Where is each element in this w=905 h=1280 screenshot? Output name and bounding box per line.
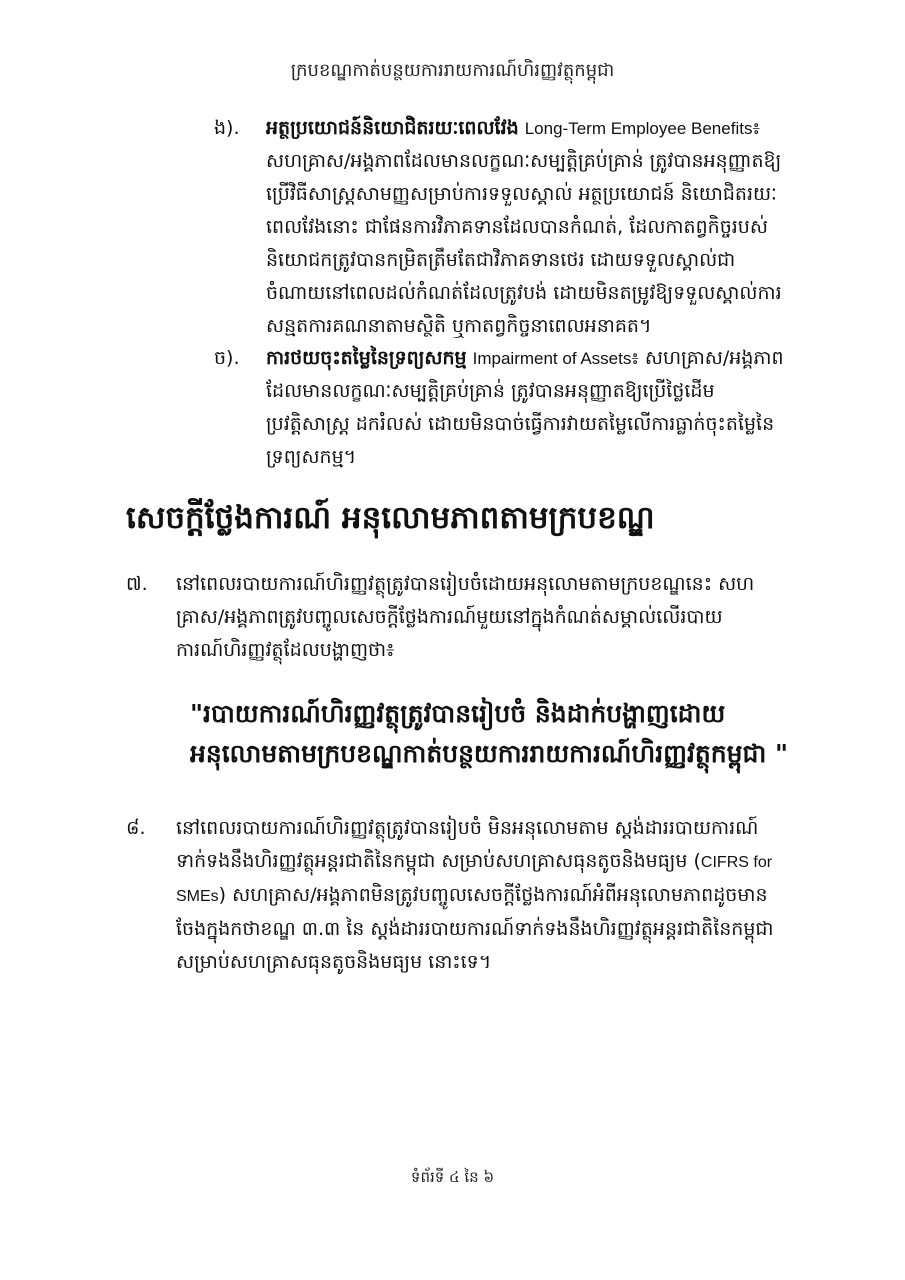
paragraph-text: នៅពេលរបាយការណ៍ហិរញ្ញវត្ថុត្រូវបានរៀបចំដោយអនុលោមតាមក្របខណ្ឌនេះ សហគ្រាស/អង្គភាពត្រូវបញ្ចូលសេចក្តីថ្លែងការណ៍មួយនៅក្នុងកំណត់សម្គាល់លើរបាយការណ៍ហិរញ្ញវត្ថុដែលបង្ហាញថា៖ [176, 573, 755, 661]
list-item-title-en: Long-Term Employee Benefits៖ [524, 119, 760, 138]
list-item-text [266, 112, 794, 343]
list-item-marker: ច). [214, 347, 240, 369]
list-item-title: អត្ថប្រយោជន៍និយោជិតរយៈពេលវែង [266, 117, 519, 139]
list-item-title: ការថយចុះតម្លៃនៃទ្រព្យសកម្ម [266, 347, 467, 369]
section-heading: សេចក្តីថ្លែងការណ៍ អនុលោមភាពតាមក្របខណ្ឌ [126, 500, 655, 536]
paragraph-text-part1: នៅពេលរបាយការណ៍ហិរញ្ញវត្ថុត្រូវបានរៀបចំ មិនអនុលោមតាម ស្តង់ដាររបាយការណ៍ទាក់ទងនឹងហិរញ្ញវត្ថុអន្តរជាតិនៃកម្ពុជា សម្រាប់សហគ្រាសធុនតូចនិងមធ្យម ( [176, 817, 759, 872]
paragraph-text-en: CIFRS for SMEs [176, 854, 773, 905]
page-number: ទំព័រទី ៤ នៃ ៦ [410, 1168, 495, 1186]
list-item-body: សហគ្រាស/អង្គភាពដែលមានលក្ខណៈសម្បត្តិគ្រប់គ្រាន់ ត្រូវបានអនុញ្ញាតឱ្យប្រើថ្លៃដើមប្រវត្តិសាស្ត្រ ដករំលស់ ដោយមិនបាច់ធ្វើការវាយតម្លៃលើការធ្លាក់ចុះតម្លៃនៃទ្រព្យសកម្ម។ [266, 347, 784, 468]
list-item-body: សហគ្រាស/អង្គភាពដែលមានលក្ខណៈសម្បត្តិគ្រប់គ្រាន់ ត្រូវបានអនុញ្ញាតឱ្យប្រើវិធីសាស្ត្រសាមញ្ញសម្រាប់ការទទួលស្គាល់ អត្ថប្រយោជន៍ និយោជិតរយៈពេលវែងនោះ ជាផែនការវិភាគទានដែលបានកំណត់, ដែលកាតព្វកិច្ចរបស់និយោជកត្រូវបានកម្រិតត្រឹមតែជាវិភាគទានថេរ ដោយទទួលស្គាល់ជាចំណាយនៅពេលដល់កំណត់ដែលត្រូវបង់ ដោយមិនតម្រូវឱ្យទទួលស្គាល់ការសន្មតការគណនាតាមស្ថិតិ ឬកាតព្វកិច្ចនាពេលអនាគត។ [266, 150, 782, 337]
paragraph-number: ៨. [126, 817, 146, 839]
list-item-text [266, 342, 794, 474]
running-header: ក្របខណ្ឌកាត់បន្ថយការរាយការណ៍ហិរញ្ញវត្ថុកម្ពុជា [290, 60, 615, 81]
compliance-statement-quote: "របាយការណ៍ហិរញ្ញវត្ថុត្រូវបានរៀបចំ និងដាក់បង្ហាញដោយអនុលោមតាមក្របខណ្ឌកាត់បន្ថយការរាយការណ៍ហិរញ្ញវត្ថុកម្ពុជា " [190, 699, 789, 768]
list-item-title-en: Impairment of Assets៖ [472, 349, 639, 368]
paragraph-text [176, 812, 786, 979]
list-item-marker: ង). [214, 117, 240, 139]
paragraph-number: ៧. [126, 573, 148, 595]
paragraph-text-part2: ) សហគ្រាស/អង្គភាពមិនត្រូវបញ្ចូលសេចក្តីថ្លែងការណ៍អំពីអនុលោមភាពដូចមាន ចែងក្នុងកថាខណ្ឌ ៣.៣ នៃ ស្តង់ដាររបាយការណ៍ទាក់ទងនឹងហិរញ្ញវត្ថុអន្តរជាតិនៃកម្ពុជាសម្រាប់សហគ្រាសធុនតូចនិងមធ្យម នោះទេ។ [176, 884, 774, 973]
